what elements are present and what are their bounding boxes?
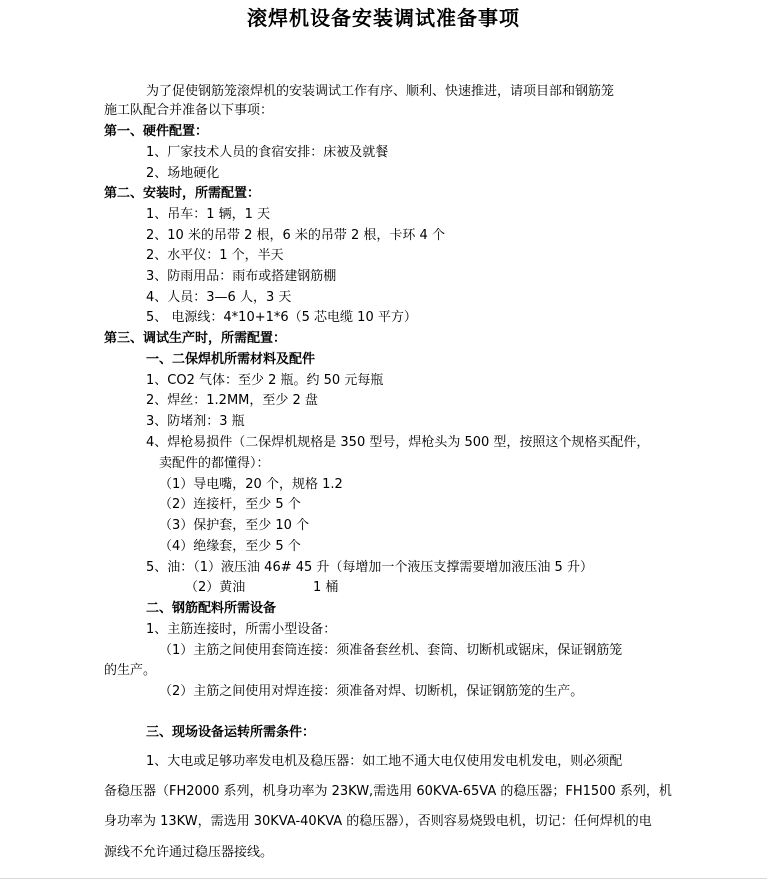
parts-item: （2）连接杆，至少 5 个 bbox=[159, 497, 301, 512]
parts-item: （4）绝缘套，至少 5 个 bbox=[159, 539, 301, 554]
oil-line-1: 5、油：（1）液压油 46# 45 升（每增加一个液压支撑需要增加液压油 5 升） bbox=[146, 560, 593, 575]
list-item: 4、焊枪易损件（二保焊机规格是 350 型号，焊枪头为 500 型，按照这个规格买配件， bbox=[146, 435, 650, 450]
list-item: 5、 电源线：4*10+1*6（5 芯电缆 10 平方） bbox=[146, 310, 417, 325]
option-2: （2）主筋之间使用对焊连接：须准备对焊、切断机，保证钢筋笼的生产。 bbox=[159, 684, 584, 699]
paragraph-line-4: 源线不允许通过稳压器接线。 bbox=[104, 845, 274, 860]
paragraph-line-1: 1、大电或足够功率发电机及稳压器：如工地不通大电仅使用发电机发电，则必须配 bbox=[146, 754, 623, 769]
option-1-line-2: 的生产。 bbox=[104, 663, 157, 678]
subsection-2-heading: 二、钢筋配料所需设备 bbox=[146, 601, 277, 616]
parts-item: （3）保护套，至少 10 个 bbox=[159, 518, 310, 533]
list-item: 1、吊车：1 辆，1 天 bbox=[146, 207, 271, 222]
paragraph-line-2: 备稳压器（FH2000 系列，机身功率为 23KW,需选用 60KVA-65VA 的稳压器；FH1500 系列，机 bbox=[104, 784, 672, 799]
list-item: 2、水平仪：1 个，半天 bbox=[146, 248, 284, 263]
list-item: 2、场地硬化 bbox=[146, 166, 220, 181]
section-1-heading: 第一、硬件配置： bbox=[104, 124, 209, 139]
parts-item: （1）导电嘴，20 个，规格 1.2 bbox=[159, 477, 343, 492]
paragraph-line-3: 身功率为 13KW，需选用 30KVA-40KVA 的稳压器），否则容易烧毁电机，切记：任何焊机的电 bbox=[104, 814, 652, 829]
list-item: 4、人员：3—6 人，3 天 bbox=[146, 290, 292, 305]
page-title: 滚焊机设备安装调试准备事项 bbox=[247, 6, 520, 30]
list-item: 1、厂家技术人员的食宿安排：床被及就餐 bbox=[146, 145, 389, 160]
list-item: 1、主筋连接时，所需小型设备： bbox=[146, 622, 337, 637]
option-1-line-1: （1）主筋之间使用套筒连接：须准备套丝机、套筒、切断机或锯床，保证钢筋笼 bbox=[159, 643, 623, 658]
list-item: 2、10 米的吊带 2 根，6 米的吊带 2 根，卡环 4 个 bbox=[146, 228, 445, 243]
intro-line-1: 为了促使钢筋笼滚焊机的安装调试工作有序、顺利、快速推进，请项目部和钢筋笼 bbox=[146, 84, 615, 99]
section-2-heading: 第二、安装时，所需配置： bbox=[104, 186, 261, 201]
list-item: 2、焊丝：1.2MM，至少 2 盘 bbox=[146, 393, 318, 408]
section-3-heading: 第三、调试生产时，所需配置： bbox=[104, 331, 287, 346]
list-item-continuation: 卖配件的都懂得）： bbox=[159, 456, 270, 471]
intro-line-2: 施工队配合并准备以下事项： bbox=[104, 103, 274, 118]
list-item: 1、CO2 气体：至少 2 瓶。约 50 元每瓶 bbox=[146, 373, 384, 388]
oil-line-2-qty: 1 桶 bbox=[313, 580, 339, 595]
list-item: 3、防雨用品：雨布或搭建钢筋棚 bbox=[146, 269, 337, 284]
oil-line-2-label: （2）黄油 bbox=[185, 580, 246, 595]
list-item: 3、防堵剂：3 瓶 bbox=[146, 414, 245, 429]
subsection-1-heading: 一、二保焊机所需材料及配件 bbox=[146, 352, 316, 367]
subsection-3-heading: 三、现场设备运转所需条件： bbox=[146, 725, 316, 740]
